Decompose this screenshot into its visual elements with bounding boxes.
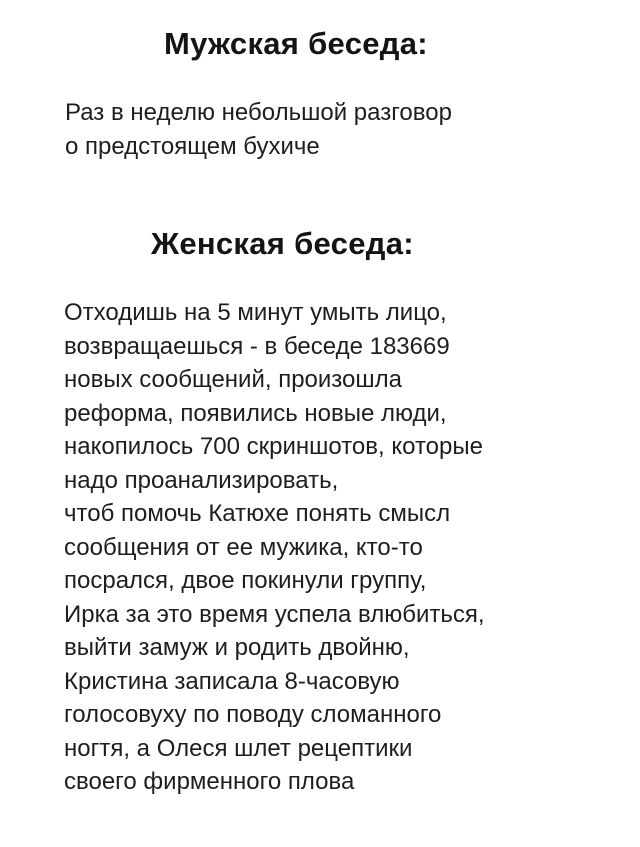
text-line: своего фирменного плова bbox=[64, 768, 355, 795]
text-line: возвращаешься - в беседе 183669 bbox=[64, 332, 450, 360]
text-line: голосовуху по поводу сломанного bbox=[64, 701, 442, 728]
male-chat-text bbox=[65, 96, 452, 163]
text-line: посрался, двое покинули группу, bbox=[64, 567, 427, 594]
text-line: Отходишь на 5 минут умыть лицо, bbox=[64, 299, 447, 326]
text-line: Ирка за это время успела влюбиться, bbox=[64, 600, 485, 628]
text-line: реформа, появились новые люди, bbox=[64, 399, 447, 427]
text-line: Кристина записала 8-часовую bbox=[64, 667, 400, 695]
female-chat-heading: Женская беседа: bbox=[151, 226, 414, 261]
text-line: ногтя, а Олеся шлет рецептики bbox=[64, 734, 413, 762]
text-line: новых сообщений, произошла bbox=[64, 366, 402, 393]
text-line: надо проанализировать, bbox=[64, 466, 339, 494]
male-chat-heading: Мужская беседа: bbox=[164, 26, 428, 61]
text-line: о предстоящем бухиче bbox=[65, 132, 320, 160]
text-line: накопилось 700 скриншотов, которые bbox=[64, 433, 483, 460]
text-line: чтоб помочь Катюхе понять смысл bbox=[64, 500, 451, 527]
text-line: Раз в неделю небольшой разговор bbox=[65, 99, 452, 126]
text-line: выйти замуж и родить двойню, bbox=[64, 634, 410, 661]
female-chat-text bbox=[64, 296, 485, 799]
text-line: сообщения от ее мужика, кто-то bbox=[64, 533, 423, 561]
